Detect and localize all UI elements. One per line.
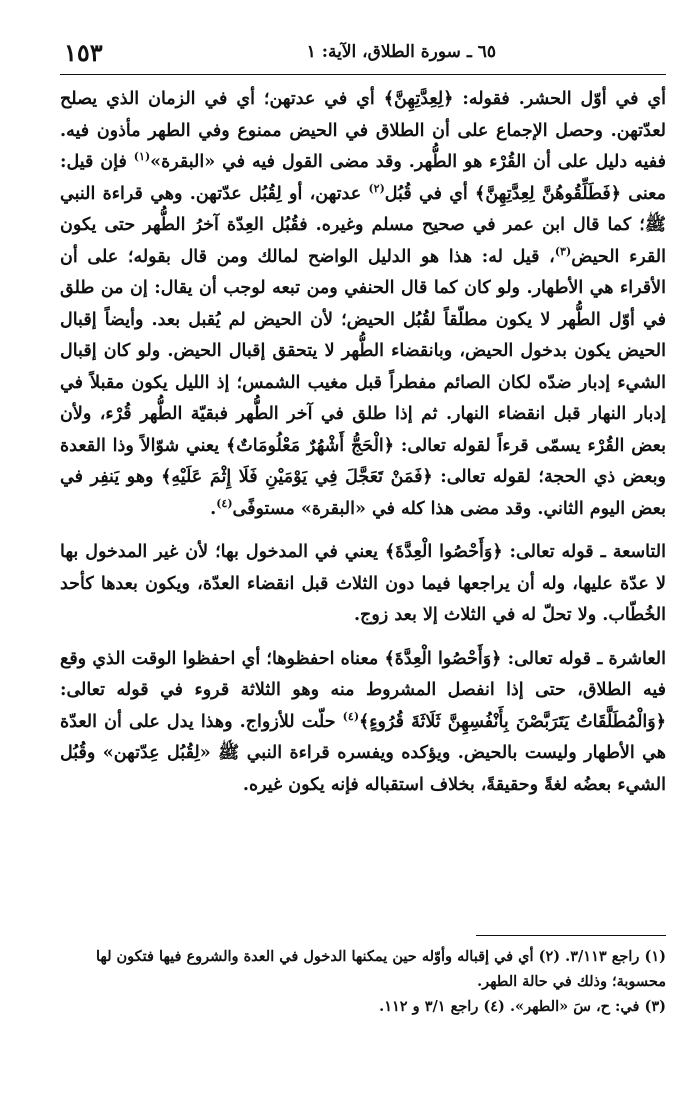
paragraph-tenth [60, 644, 666, 802]
footnote-marker-4b: (٤) [342, 709, 360, 723]
footnote-marker-1: (١) [133, 150, 151, 164]
paragraph-intro: أي في أوّل الحشر. فقوله: ﴿لِعِدَّتِهِنَّ﴾ أي في عدتهن؛ أي في الزمان الذي يصلح لعدّتهن. وحصل الإجماع على أن الطلاق في الحيض ممنوع وفي الطهر مأذون فيه. ففيه دليل على أن القُرْء هو الطُّهر. وقد مضى القول فيه في «البقرة»$^{(١)}$ فإن قيل: معنى ﴿فَطَلِّقُوهُنَّ لِعِدَّتِهِنَّ﴾ أي في قُبُل$^{(٢)}$ عدتهن، أو لِقُبُل عدّتهن. وهي قراءة النبي ﷺ؛ كما قال ابن عمر في صحيح مسلم وغيره. فقُبُل العِدّة آخرُ الطُّهر حتى يكون القرء الحيض$^{(٣)}$، قيل له: هذا هو الدليل الواضح لمالك ومن قال بقوله؛ على أن الأقراء هي الأطهار. ولو كان كما قال الحنفي ومن تبعه لوجب أن يقال: إن من طلق في أوّل الطُّهر لا يكون مطلّقاً لقُبُل الحيض؛ لأن الحيض لم يُقبل بعد. وأيضاً إقبال الحيض يكون بدخول الحيض، وبانقضاء الطُّهر لا يتحقق إقبال الحيض. ولو كان إقبال الشيء إدبار ضدّه لكان الصائم مفطراً قبل مغيب الشمس؛ إذ الليل يكون مقبلاً في إدبار النهار قبل انقضاء النهار. ثم إذا طلق في آخر الطُّهر فبقيّة الطُّهر قُرْء، ولأن بعض القُرْء يسمّى قرءاً لقوله تعالى: ﴿الْحَجُّ أَشْهُرٌ مَعْلُومَاتٌ﴾ يعني شوّالاً وذا القعدة وبعض ذي الحجة؛ لقوله تعالى: ﴿فَمَنْ تَعَجَّلَ فِي يَوْمَيْنِ فَلَا إِثْمَ عَلَيْهِ﴾ وهو يَنفِر في بعض اليوم الثاني. وقد مضى هذا كله في «البقرة» مستوفًى$^{(٤)}$. [60, 89, 666, 519]
text-run-6: حلّت للأزواج. وهذا يدل على أن العدّة هي الأطهار وليست بالحيض. ويؤكده ويفسره قراءة النبي ﷺ «لِقُبُل عِدّتهن» وقُبُل الشيء بعضُه لغةً وحقيقةً، بخلاف استقباله فإنه يكون غيره. [60, 711, 666, 795]
footnote-marker-2: (٢) [368, 181, 385, 195]
footnote-marker-3: (٣) [554, 244, 572, 258]
text-run-3: عدتهن، أو لِقُبُل عدّتهن. وهي قراءة النبي ﷺ؛ كما قال ابن عمر في صحيح مسلم وغيره. فقُبُل العِدّة آخرُ الطُّهر حتى يكون القرء الحيض [60, 183, 666, 267]
footnote-line-1: (١) راجع ٣/١١٣. (٢) أي في إقباله وأوّله حين يمكنها الدخول في العدة والشروع فيها فتكون لها محسوبة؛ وذلك في حالة الطهر. [95, 948, 666, 990]
footnotes [60, 944, 666, 1019]
chapter-title: ٦٥ ـ سورة الطلاق، الآية: ١ [306, 42, 496, 62]
text-run-5: العاشرة ـ قوله تعالى: ﴿وَأَحْصُوا الْعِدَّةَ﴾ معناه احفظوها؛ أي احفظوا الوقت الذي وقع فيه الطلاق، حتى إذا انفصل المشروط منه وهو الثلاثة قروء في قوله تعالى: ﴿وَالْمُطَلَّقَاتُ يَتَرَبَّصْنَ بِأَنْفُسِهِنَّ ثَلَاثَةَ قُرُوءٍ﴾ [60, 648, 666, 732]
book-page [60, 0, 666, 1097]
text-run-4: قيل له: هذا هو الدليل الواضح لمالك ومن قال بقوله؛ على أن الأقراء هي الأطهار. ولو كان كما قال الحنفي ومن تبعه لوجب أن يقال: إن من طلق في أوّل الطُّهر لا يكون مطلّقاً لقُبُل الحيض؛ لأن الحيض لم يُقبل بعد. وأيضاً إقبال الحيض يكون بدخول الحيض، وبانقضاء الطُّهر لا يتحقق إقبال الحيض. ولو كان إقبال الشيء إدبار ضدّه لكان الصائم مفطراً قبل مغيب الشمس؛ إذ الليل يكون مقبلاً في إدبار النهار قبل انقضاء النهار. ثم إذا طلق في آخر الطُّهر فبقيّة الطُّهر قُرْء، ولأن بعض القُرْء يسمّى قرءاً لقوله تعالى: ﴿الْحَجُّ أَشْهُرٌ مَعْلُومَاتٌ﴾ يعني شوّالاً وذا القعدة وبعض ذي الحجة؛ لقوله تعالى: ﴿فَمَنْ تَعَجَّلَ فِي يَوْمَيْنِ فَلَا إِثْمَ عَلَيْهِ﴾ وهو يَنفِر في بعض اليوم الثاني. وقد مضى هذا كله في «البقرة» مستوفًى [60, 246, 666, 519]
page-number: ١٥٣ [64, 38, 103, 67]
footnote-divider [476, 935, 666, 936]
main-text [60, 84, 666, 801]
footnote-line-2: (٣) في: ح، سَ «الطهر». (٤) راجع ٣/١ و ١١٢. [379, 998, 666, 1015]
page-header [60, 34, 666, 75]
paragraph-ninth: التاسعة ـ قوله تعالى: ﴿وَأَحْصُوا الْعِدَّةَ﴾ يعني في المدخول بها؛ لأن غير المدخول بها لا عدّة عليها، وله أن يراجعها فيما دون الثلاث قبل انقضاء العدّة، ويكون بعدها كأحد الخُطّاب. ولا تحلّ له في الثلاث إلا بعد زوج. [60, 542, 666, 625]
footnote-marker-4: (٤) [216, 496, 233, 510]
text-run-2: فإن قيل: معنى ﴿فَطَلِّقُوهُنَّ لِعِدَّتِهِنَّ﴾ أي في قُبُل [60, 152, 666, 204]
text-run-1: أي في أوّل الحشر. فقوله: ﴿لِعِدَّتِهِنَّ﴾ أي في عدتهن؛ أي في الزمان الذي يصلح لعدّتهن. وحصل الإجماع على أن الطلاق في الحيض ممنوع وفي الطهر مأذون فيه. ففيه دليل على أن القُرْء هو الطُّهر. وقد مضى القول فيه في «البقرة» [60, 89, 666, 172]
